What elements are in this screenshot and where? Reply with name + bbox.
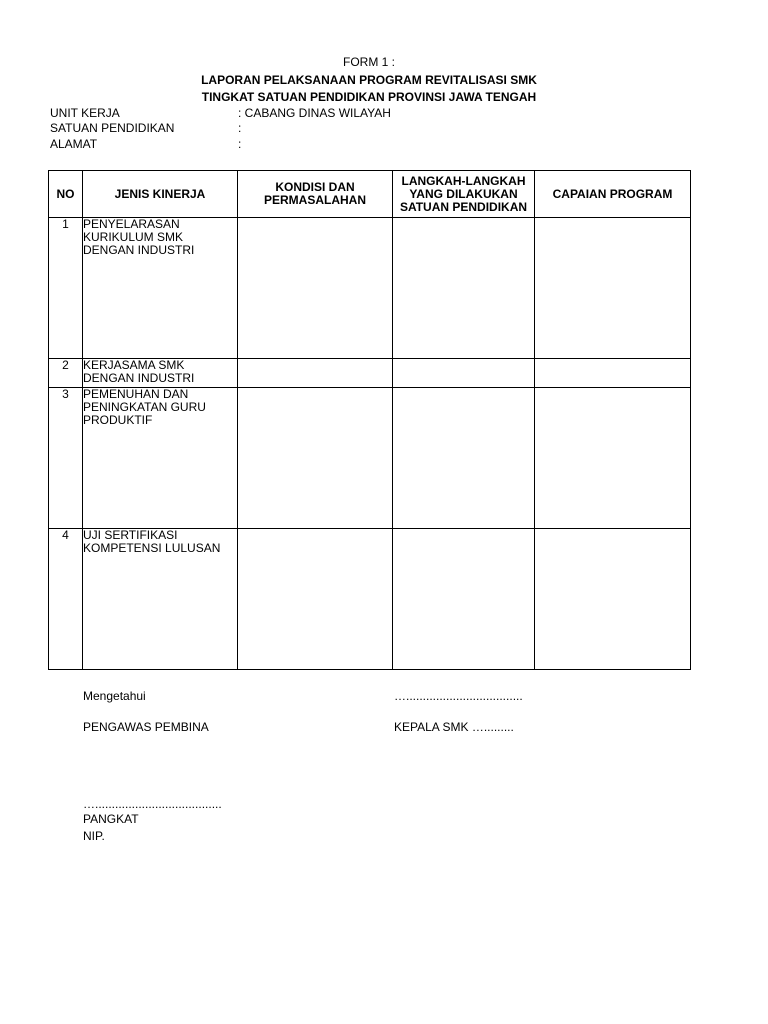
jenis-line: UJI SERTIFIKASI xyxy=(83,528,178,542)
cell-kondisi[interactable] xyxy=(238,388,393,529)
place-date-line: …................................... xyxy=(394,689,523,703)
row-no: 2 xyxy=(49,359,83,388)
pangkat-label: PANGKAT xyxy=(83,812,139,826)
cell-langkah[interactable] xyxy=(393,218,535,359)
unit-kerja-label: UNIT KERJA xyxy=(50,106,120,120)
jenis-line: KERJASAMA SMK xyxy=(83,358,185,372)
header-langkah-line: YANG DILAKUKAN xyxy=(409,186,518,201)
cell-capaian[interactable] xyxy=(535,359,691,388)
signature-name-line: …...................................... xyxy=(83,797,222,811)
header-langkah xyxy=(393,171,535,218)
header-capaian-program: CAPAIAN PROGRAM xyxy=(535,171,691,218)
alamat-value: : xyxy=(238,137,242,151)
row-jenis-kinerja xyxy=(83,529,238,670)
table-row xyxy=(49,388,691,529)
cell-langkah[interactable] xyxy=(393,359,535,388)
report-title: LAPORAN PELAKSANAAN PROGRAM REVITALISASI SMK xyxy=(201,73,537,87)
header-langkah-line: LANGKAH-LANGKAH xyxy=(401,173,526,188)
row-jenis-kinerja xyxy=(83,218,238,359)
nip-label: NIP. xyxy=(83,829,105,843)
cell-langkah[interactable] xyxy=(393,529,535,670)
header-kondisi xyxy=(238,171,393,218)
cell-kondisi[interactable] xyxy=(238,529,393,670)
kepala-smk-label: KEPALA SMK …......... xyxy=(394,720,514,734)
jenis-line: PENYELARASAN xyxy=(83,217,180,231)
jenis-line: PEMENUHAN DAN xyxy=(83,387,189,401)
report-subtitle: TINGKAT SATUAN PENDIDIKAN PROVINSI JAWA TENGAH xyxy=(201,90,537,104)
alamat-label: ALAMAT xyxy=(50,137,98,151)
unit-kerja-value: : CABANG DINAS WILAYAH xyxy=(238,106,391,120)
header-no: NO xyxy=(49,171,83,218)
header-langkah-line: SATUAN PENDIDIKAN xyxy=(399,199,528,214)
cell-kondisi[interactable] xyxy=(238,218,393,359)
mengetahui-label: Mengetahui xyxy=(83,689,146,703)
table-row xyxy=(49,359,691,388)
header-kondisi-line: PERMASALAHAN xyxy=(264,193,366,207)
cell-capaian[interactable] xyxy=(535,388,691,529)
table-row xyxy=(49,529,691,670)
row-no: 1 xyxy=(49,218,83,359)
table-row xyxy=(49,218,691,359)
jenis-line: KOMPETENSI LULUSAN xyxy=(83,541,221,555)
cell-capaian[interactable] xyxy=(535,218,691,359)
jenis-line: DENGAN INDUSTRI xyxy=(83,243,195,257)
satuan-pendidikan-label: SATUAN PENDIDIKAN xyxy=(50,121,175,135)
cell-langkah[interactable] xyxy=(393,388,535,529)
jenis-line: DENGAN INDUSTRI xyxy=(83,371,195,385)
header-kondisi-line: KONDISI DAN xyxy=(275,180,355,194)
row-jenis-kinerja xyxy=(83,388,238,529)
row-jenis-kinerja xyxy=(83,359,238,388)
header-jenis-kinerja: JENIS KINERJA xyxy=(83,171,238,218)
table-header-row xyxy=(49,171,691,218)
cell-capaian[interactable] xyxy=(535,529,691,670)
pengawas-pembina-label: PENGAWAS PEMBINA xyxy=(83,720,209,734)
jenis-line: PENINGKATAN GURU xyxy=(83,400,206,414)
report-table xyxy=(48,170,691,670)
form-label: FORM 1 : xyxy=(342,55,395,69)
cell-kondisi[interactable] xyxy=(238,359,393,388)
jenis-line: KURIKULUM SMK xyxy=(83,230,184,244)
jenis-line: PRODUKTIF xyxy=(83,413,153,427)
satuan-pendidikan-value: : xyxy=(238,121,242,135)
row-no: 4 xyxy=(49,529,83,670)
row-no: 3 xyxy=(49,388,83,529)
